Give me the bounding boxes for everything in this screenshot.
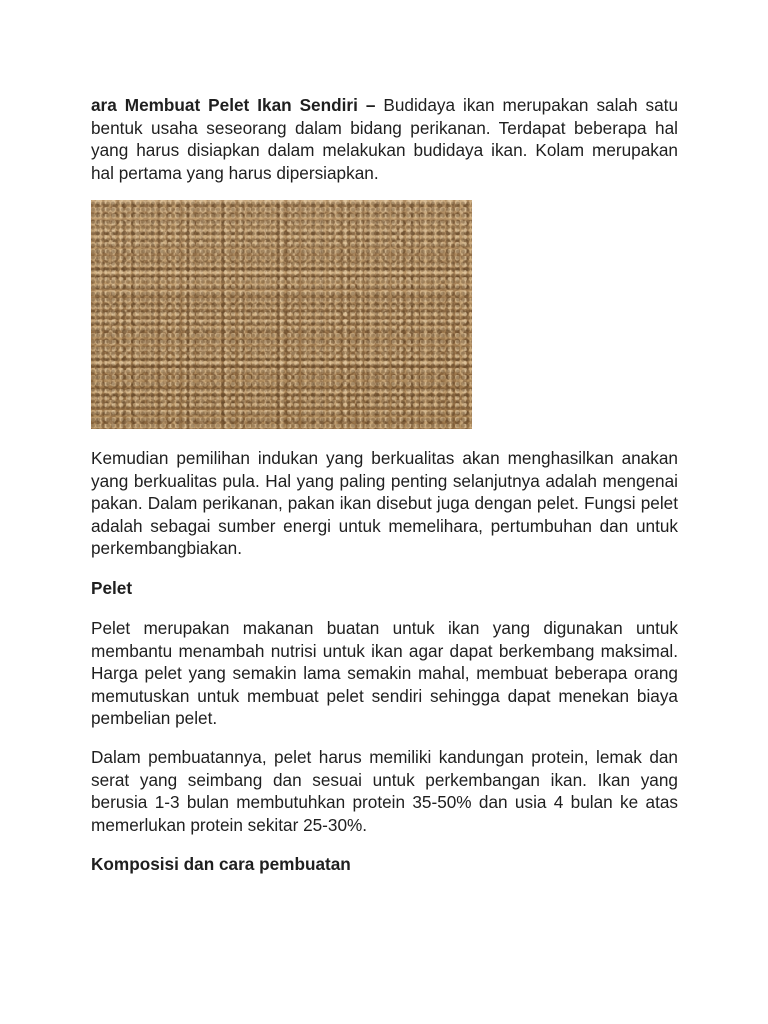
intro-paragraph (91, 94, 678, 184)
heading-pelet: Pelet (91, 578, 133, 598)
intro-text: Budidaya ikan merupakan salah satu bentuk usaha seseorang dalam bidang perikanan. Terdapat beberapa hal yang harus disiapkan dalam melakukan budidaya ikan. Kolam merupakan hal pertama yang harus dipersiapkan. (91, 95, 678, 183)
paragraph-pelet: Pelet merupakan makanan buatan untuk ikan yang digunakan untuk membantu menambah nutrisi untuk ikan agar dapat berkembang maksimal. Harga pelet yang semakin lama semakin mahal, membuat beberapa orang memutuskan untuk membuat pelet sendiri sehingga dapat menekan biaya pembelian pelet. (91, 618, 678, 728)
fish-pellet-photo (91, 200, 472, 429)
intro-title: ara Membuat Pelet Ikan Sendiri – (91, 95, 376, 115)
paragraph-kemudian: Kemudian pemilihan indukan yang berkualitas akan menghasilkan anakan yang berkualitas pula. Hal yang paling penting selanjutnya adalah mengenai pakan. Dalam perikanan, pakan ikan disebut juga dengan pelet. Fungsi pelet adalah sebagai sumber energi untuk memelihara, pertumbuhan dan untuk perkembangbiakan. (91, 448, 678, 558)
heading-komposisi: Komposisi dan cara pembuatan (91, 854, 351, 874)
paragraph-dalam: Dalam pembuatannya, pelet harus memiliki kandungan protein, lemak dan serat yang seimbang dan sesuai untuk perkembangan ikan. Ikan yang berusia 1-3 bulan membutuhkan protein 35-50% dan usia 4 bulan ke atas memerlukan protein sekitar 25-30%. (91, 747, 678, 835)
